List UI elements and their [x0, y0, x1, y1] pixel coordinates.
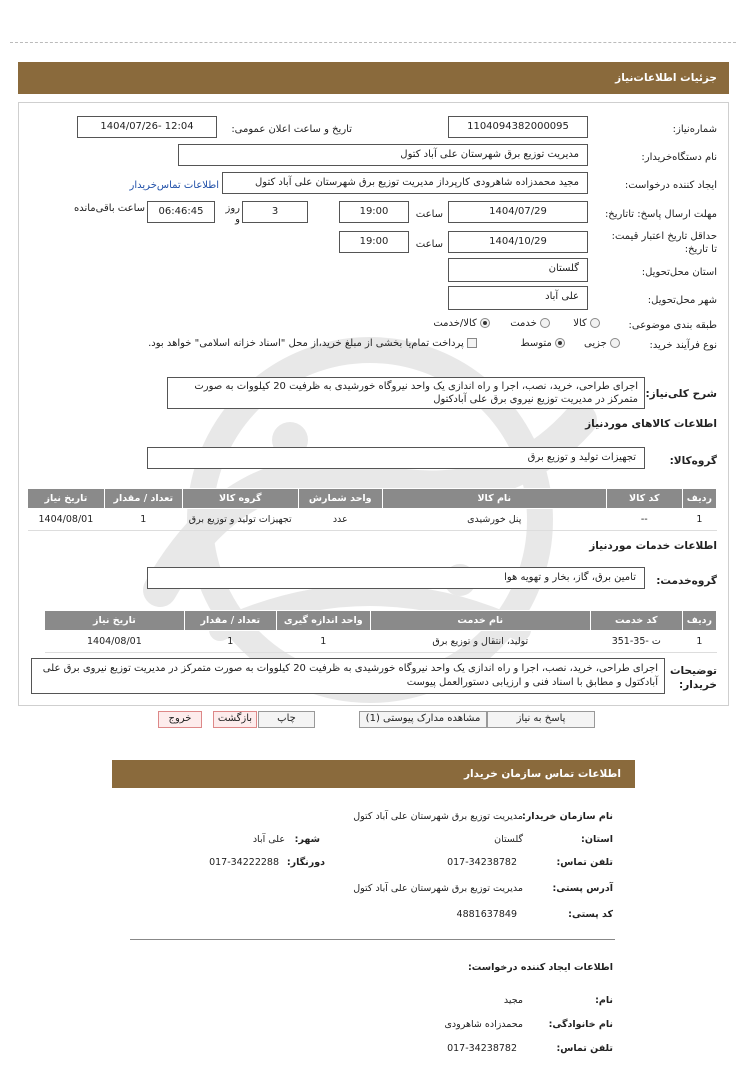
- services-table: [44, 610, 717, 653]
- contact-fax-value: 017-34222288: [209, 857, 279, 868]
- deadline-date-field: 1404/07/29: [448, 201, 588, 223]
- contact-fax-label: دورنگار:: [286, 857, 325, 868]
- creator-family-value: محمدزاده شاهرودی: [444, 1019, 523, 1030]
- attachments-button[interactable]: مشاهده مدارک پیوستی (1): [359, 711, 487, 728]
- goods-col-unit: واحد شمارش: [298, 489, 382, 509]
- services-section-title: اطلاعات خدمات موردنیاز: [589, 540, 717, 552]
- need-number-field: 1104094382000095: [448, 116, 588, 138]
- goods-cell-code: --: [606, 509, 682, 531]
- goods-table: [27, 488, 717, 531]
- exit-button[interactable]: خروج: [158, 711, 202, 728]
- buyer-org-field: مدیریت توزیع برق شهرستان علی آباد کتول: [178, 144, 588, 166]
- contact-postal-label: کد پستی:: [568, 909, 613, 920]
- goods-col-date: تاریخ نیاز: [28, 489, 105, 509]
- page-header: [18, 62, 729, 94]
- purchase-type-label: نوع فرآیند خرید:: [649, 340, 717, 351]
- goods-group-field: تجهیزات تولید و توزیع برق: [147, 447, 645, 469]
- page-title: جزئیات اطلاعات‌نیاز: [615, 72, 717, 84]
- radio-selected-icon: [480, 318, 490, 328]
- services-cell-code: ت -35-351: [590, 631, 682, 653]
- validity-label: حداقل تاریخ اعتبار قیمت: تا تاریخ:: [611, 231, 717, 255]
- goods-cell-name: پنل خورشیدی: [382, 509, 606, 531]
- deadline-hour-label: ساعت: [415, 209, 443, 220]
- services-cell-row: 1: [682, 631, 716, 653]
- category-label: طبقه بندی موضوعی:: [628, 320, 717, 331]
- creator-label: ایجاد کننده درخواست:: [624, 180, 717, 191]
- goods-cell-row: 1: [682, 509, 716, 531]
- description-field: اجرای طراحی، خرید، نصب، اجرا و راه اندازی یک واحد نیروگاه خورشیدی به ظرفیت 20 کیلووات به صورت متمرکز در مدیریت توزیع نیروی برق علی آبادکتول: [167, 377, 645, 409]
- goods-cell-date: 1404/08/01: [28, 509, 105, 531]
- purchase-option-minor[interactable]: جزیی: [584, 338, 620, 349]
- category-option-goods-service[interactable]: کالا/خدمت: [433, 318, 490, 329]
- checkbox-icon: [467, 338, 477, 348]
- services-col-name: نام خدمت: [370, 611, 590, 631]
- contact-divider: [130, 939, 615, 940]
- contact-org-label: نام سازمان خریدار:: [522, 811, 613, 822]
- radio-icon: [540, 318, 550, 328]
- goods-col-name: نام کالا: [382, 489, 606, 509]
- services-cell-name: تولید، انتقال و توزیع برق: [370, 631, 590, 653]
- creator-name-value: مجید: [503, 995, 523, 1006]
- contact-address-label: آدرس پستی:: [552, 883, 613, 894]
- services-cell-date: 1404/08/01: [45, 631, 185, 653]
- goods-group-label: گروه‌کالا:: [669, 455, 717, 467]
- deadline-label: مهلت ارسال پاسخ: تاتاریخ:: [604, 209, 717, 220]
- province-label: استان محل‌تحویل:: [641, 267, 717, 278]
- announce-field: 1404/07/26- 12:04: [77, 116, 217, 138]
- description-label: شرح کلی‌نیاز:: [645, 388, 717, 400]
- print-button[interactable]: چاپ: [258, 711, 315, 728]
- contact-org-value: مدیریت توزیع برق شهرستان علی آباد کتول: [353, 811, 523, 822]
- goods-cell-qty: 1: [104, 509, 182, 531]
- services-col-qty: تعداد / مقدار: [184, 611, 276, 631]
- top-divider: [10, 42, 736, 43]
- need-number-label: شماره‌نیاز:: [672, 124, 717, 135]
- creator-info-title: اطلاعات ایجاد کننده درخواست:: [467, 962, 613, 973]
- treasury-payment-option[interactable]: پرداخت تمام‌یا بخشی از مبلغ خرید،از محل "اسناد خزانه اسلامی" خواهد بود.: [148, 338, 477, 349]
- contact-address-value: مدیریت توزیع برق شهرستان علی آباد کتول: [353, 883, 523, 894]
- buyer-notes-field: اجرای طراحی، خرید، نصب، اجرا و راه اندازی یک واحد نیروگاه خورشیدی به ظرفیت 20 کیلووات به صورت متمرکز در مدیریت توزیع نیروی برق علی آبادکتول و مطابق با اسناد فنی و ارزیابی دستورالعمل پیوست: [31, 658, 665, 694]
- table-row: [45, 631, 717, 653]
- contact-postal-value: 4881637849: [456, 909, 517, 920]
- contact-phone-value: 017-34238782: [447, 857, 517, 868]
- validity-date-field: 1404/10/29: [448, 231, 588, 253]
- contact-header: [112, 760, 635, 788]
- category-option-service[interactable]: خدمت: [510, 318, 550, 329]
- goods-cell-group: تجهیزات تولید و توزیع برق: [182, 509, 298, 531]
- creator-name-label: نام:: [595, 995, 613, 1006]
- services-col-row: ردیف: [682, 611, 716, 631]
- buyer-notes-label: توضیحات خریدار:: [669, 665, 717, 691]
- remaining-time-label: ساعت باقی‌مانده: [73, 203, 145, 214]
- contact-province-value: گلستان: [494, 834, 523, 845]
- announce-label: تاریخ و ساعت اعلان عمومی:: [231, 124, 352, 135]
- goods-col-row: ردیف: [682, 489, 716, 509]
- city-label: شهر محل‌تحویل:: [647, 295, 717, 306]
- contact-phone-label: تلفن تماس:: [556, 857, 613, 868]
- buyer-contact-link[interactable]: اطلاعات تماس‌خریدار: [129, 180, 219, 191]
- province-field: گلستان: [448, 258, 588, 282]
- radio-icon: [610, 338, 620, 348]
- creator-phone-label: تلفن تماس:: [556, 1043, 613, 1054]
- services-cell-qty: 1: [184, 631, 276, 653]
- goods-col-code: کد کالا: [606, 489, 682, 509]
- creator-family-label: نام خانوادگی:: [548, 1019, 613, 1030]
- goods-section-title: اطلاعات کالاهای موردنیاز: [585, 418, 717, 430]
- deadline-hour-field: 19:00: [339, 201, 409, 223]
- goods-col-group: گروه کالا: [182, 489, 298, 509]
- validity-hour-label: ساعت: [415, 239, 443, 250]
- remaining-time-field: 06:46:45: [147, 201, 215, 223]
- contact-city-label: شهر:: [294, 834, 320, 845]
- goods-col-qty: تعداد / مقدار: [104, 489, 182, 509]
- days-field: 3: [242, 201, 308, 223]
- reply-button[interactable]: پاسخ به نیاز: [487, 711, 595, 728]
- city-field: علی آباد: [448, 286, 588, 310]
- contact-province-label: استان:: [581, 834, 613, 845]
- buyer-org-label: نام دستگاه‌خریدار:: [641, 152, 717, 163]
- goods-cell-unit: عدد: [298, 509, 382, 531]
- services-group-label: گروه‌خدمت:: [656, 575, 717, 587]
- contact-title: اطلاعات تماس سازمان خریدار: [464, 768, 621, 780]
- radio-selected-icon: [555, 338, 565, 348]
- services-group-field: تامین برق، گاز، بخار و تهویه هوا: [147, 567, 645, 589]
- services-col-code: کد خدمت: [590, 611, 682, 631]
- services-col-date: تاریخ نیاز: [45, 611, 185, 631]
- validity-hour-field: 19:00: [339, 231, 409, 253]
- contact-city-value: علی آباد: [252, 834, 285, 845]
- creator-phone-value: 017-34238782: [447, 1043, 517, 1054]
- category-option-goods[interactable]: کالا: [573, 318, 600, 329]
- services-cell-unit: 1: [276, 631, 370, 653]
- table-row: [28, 509, 717, 531]
- radio-icon: [590, 318, 600, 328]
- creator-field: مجید محمدزاده شاهرودی کارپرداز مدیریت توزیع برق شهرستان علی آباد کتول: [222, 172, 588, 194]
- purchase-option-medium[interactable]: متوسط: [520, 338, 565, 349]
- services-col-unit: واحد اندازه گیری: [276, 611, 370, 631]
- back-button[interactable]: بازگشت: [213, 711, 257, 728]
- days-label: روز و: [225, 203, 240, 225]
